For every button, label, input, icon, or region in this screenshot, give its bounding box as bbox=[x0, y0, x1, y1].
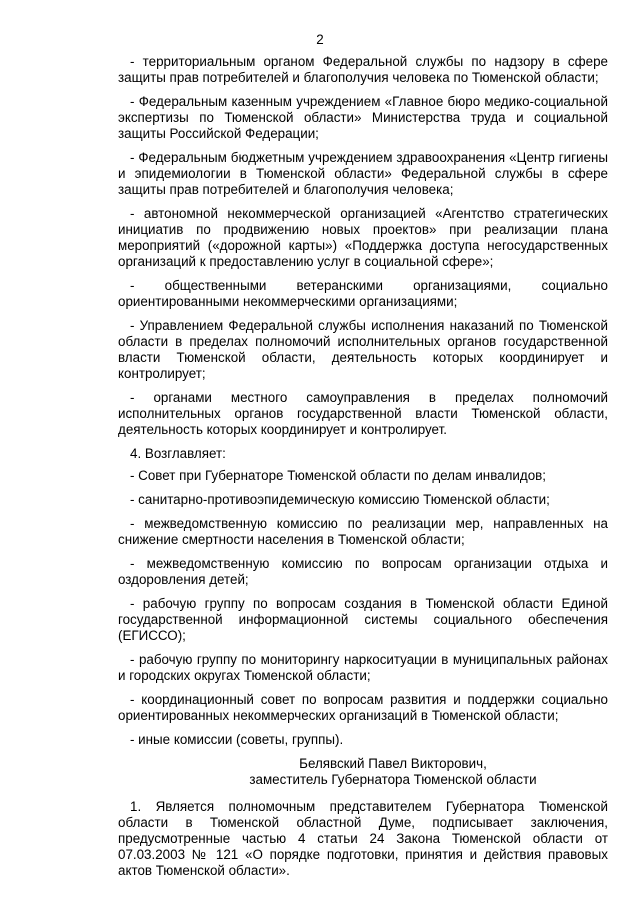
list-item: - координационный совет по вопросам развития и поддержки социально ориентированных некоммерческих организаций в Тюменской области; bbox=[118, 692, 608, 723]
section-heading: 4. Возглавляет: bbox=[130, 446, 226, 461]
final-paragraph: 1. Является полномочным представителем Губернатора Тюменской области в Тюменской областной Думе, подписывает заключения, предусмотренные частью 4 статьи 24 Закона Тюменской области от 07.03.2003 № 121 «О порядке подготовки, принятия и действия правовых актов Тюменской области». bbox=[118, 799, 608, 878]
list-item: - иные комиссии (советы, группы). bbox=[130, 732, 344, 747]
list-item: - территориальным органом Федеральной службы по надзору в сфере защиты прав потребителей и благополучия человека по Тюменской области; bbox=[118, 54, 608, 85]
list-item: - общественными ветеранскими организациями, социально ориентированными некоммерческими организациями; bbox=[118, 278, 608, 309]
list-item: - межведомственную комиссию по реализации мер, направленных на снижение смертности населения в Тюменской области; bbox=[118, 516, 608, 547]
list-item: - Федеральным казенным учреждением «Главное бюро медико-социальной экспертизы по Тюменской области» Министерства труда и социальной защиты Российской Федерации; bbox=[118, 94, 608, 141]
list-item: - рабочую группу по мониторингу наркоситуации в муниципальных районах и городских округах Тюменской области; bbox=[118, 652, 608, 683]
list-item: - санитарно-противоэпидемическую комиссию Тюменской области; bbox=[130, 492, 550, 507]
list-item: - органами местного самоуправления в пределах полномочий исполнительных органов государственной власти Тюменской области, деятельность которых координирует и контролирует. bbox=[118, 390, 608, 437]
official-position: заместитель Губернатора Тюменской области bbox=[249, 772, 537, 787]
official-name: Белявский Павел Викторович, bbox=[299, 756, 487, 771]
list-item: - рабочую группу по вопросам создания в Тюменской области Единой государственной информационной системы социального обеспечения (ЕГИССО); bbox=[118, 596, 608, 643]
list-item: - Федеральным бюджетным учреждением здравоохранения «Центр гигиены и эпидемиологии в Тюменской области» Федеральной службы в сфере защиты прав потребителей и благополучия человека; bbox=[118, 150, 608, 197]
document-body bbox=[118, 54, 608, 887]
list-item: - межведомственную комиссию по вопросам организации отдыха и оздоровления детей; bbox=[118, 556, 608, 587]
list-item: - Совет при Губернаторе Тюменской области по делам инвалидов; bbox=[130, 468, 547, 483]
list-item: - автономной некоммерческой организацией «Агентство стратегических инициатив по продвижению новых проектов» при реализации плана мероприятий («дорожной карты») «Поддержка доступа негосударственных организаций к предоставлению услуг в социальной сфере»; bbox=[118, 206, 608, 269]
page-number: 2 bbox=[316, 32, 324, 47]
heads-list bbox=[118, 468, 608, 748]
list-item: - Управлением Федеральной службы исполнения наказаний по Тюменской области в пределах полномочий исполнительных органов государственной власти Тюменской области, деятельность которых координирует и контролирует; bbox=[118, 318, 608, 381]
interaction-list bbox=[118, 54, 608, 438]
signature-block bbox=[118, 756, 608, 788]
